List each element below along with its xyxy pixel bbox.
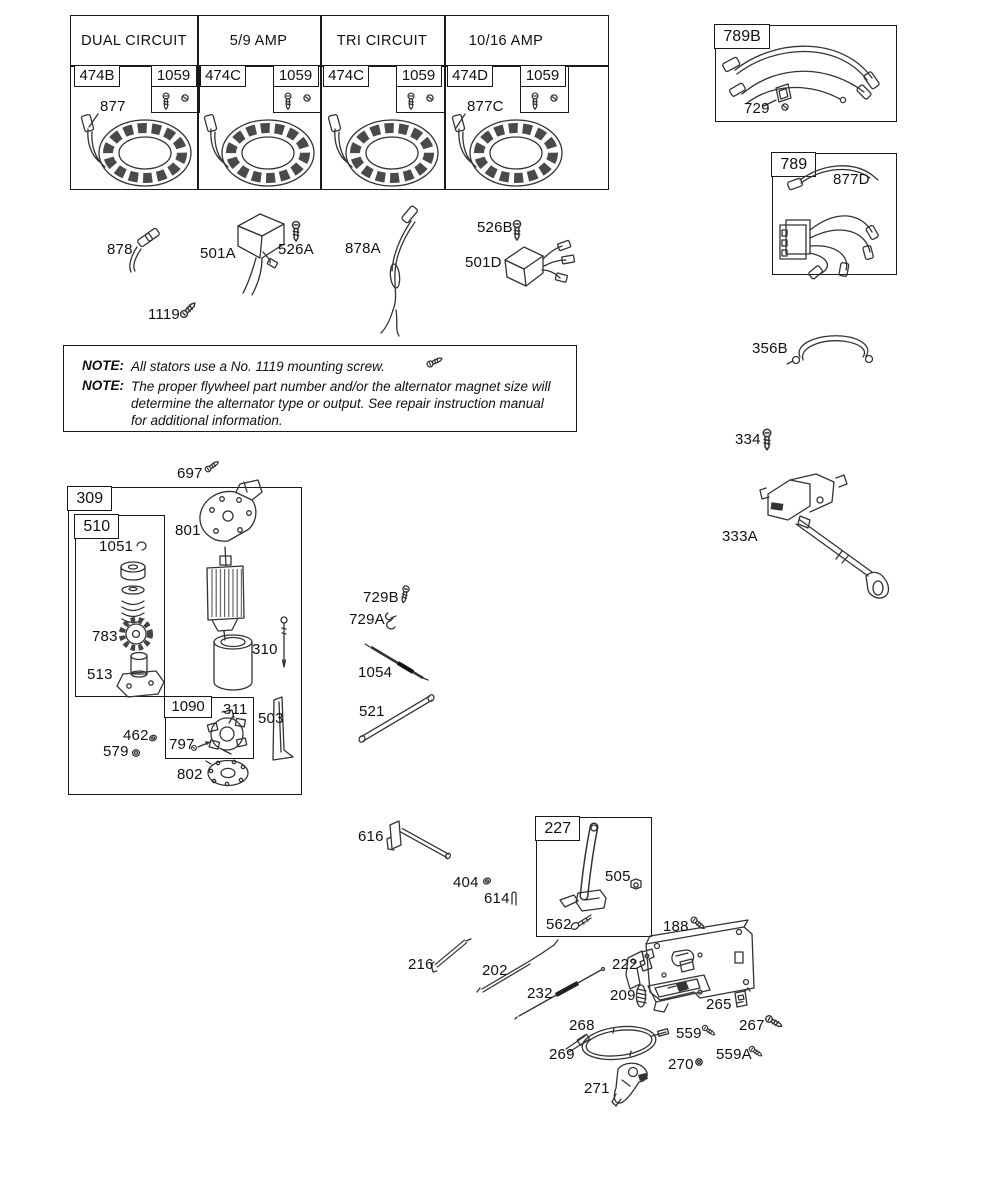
part-box-474B: 474B [74,65,120,87]
spring-209 [637,985,647,1007]
regulator-501D [505,240,575,286]
wire-878 [130,228,160,272]
column-header-dual-circuit: DUAL CIRCUIT [81,32,187,49]
nut-270 [696,1059,702,1065]
end-plate-802 [206,760,248,785]
starter-armature [207,547,244,640]
callout-878A: 878A [345,240,381,257]
pin-614 [512,892,516,905]
callout-505: 505 [605,868,631,885]
wire-878A [381,205,418,336]
callout-521: 521 [359,703,385,720]
callout-562: 562 [546,916,572,933]
callout-232: 232 [527,985,553,1002]
callout-501A: 501A [200,245,236,262]
note-label: NOTE: [82,358,124,373]
link-216 [431,939,471,972]
callout-209: 209 [610,987,636,1004]
column-header-tri-circuit: TRI CIRCUIT [336,32,428,49]
callout-501D: 501D [465,254,502,271]
stop-lever-271 [612,1063,648,1106]
drive-components-510 [117,542,164,697]
callout-271: 271 [584,1080,610,1097]
stator-10-16-amp [452,114,562,186]
part-box-474C-2: 474C [323,65,369,87]
nut-579 [133,750,140,757]
callout-462: 462 [123,727,149,744]
callout-783: 783 [92,628,118,645]
callout-268: 268 [569,1017,595,1034]
callout-878: 878 [107,241,133,258]
box-label-227: 227 [535,816,580,841]
wire-356B [787,336,873,364]
column-header-5-9-amp: 5/9 AMP [229,32,288,49]
callout-697: 697 [177,465,203,482]
callout-801: 801 [175,522,201,539]
clip-729A [386,613,396,629]
stator-5-9-amp [204,114,314,186]
callout-729A: 729A [349,611,385,628]
box-label-789B: 789B [714,24,769,49]
nut-505 [631,879,641,889]
callout-877: 877 [100,98,126,115]
through-bolt [281,617,287,667]
callout-616: 616 [358,828,384,845]
part-box-474D: 474D [447,65,493,87]
callout-311: 311 [223,701,248,718]
screw-697 [204,459,220,472]
callout-310: 310 [252,641,278,658]
starter-housing-310 [214,635,252,690]
part-box-474C: 474C [200,65,246,87]
part-box-1059: 1059 [273,65,319,87]
starter-end-cap-801 [200,480,262,541]
note-text: All stators use a No. 1119 mounting screw. [131,359,385,374]
callout-1054: 1054 [358,664,393,681]
bolt-562 [570,915,591,931]
callout-270: 270 [668,1056,694,1073]
callout-729: 729 [744,100,770,117]
callout-333A: 333A [722,528,758,545]
note-screw-icon [426,356,443,368]
stator-dual-circuit [81,114,191,186]
callout-188: 188 [663,918,689,935]
callout-1051: 1051 [99,538,134,555]
box-label-309: 309 [67,486,112,511]
callout-334: 334 [735,431,761,448]
callout-559: 559 [676,1025,702,1042]
part-box-1059: 1059 [396,65,442,87]
callout-579: 579 [103,743,129,760]
ignition-coil-333A [760,474,889,598]
lever-616 [387,821,451,860]
callout-216: 216 [408,956,434,973]
screw-526B [513,220,520,240]
screw-526A [292,221,299,241]
callout-526A: 526A [278,241,314,258]
callout-265: 265 [706,996,732,1013]
callout-202: 202 [482,962,508,979]
column-header-10-16-amp: 10/16 AMP [468,32,544,49]
callout-269: 269 [549,1046,575,1063]
callout-802: 802 [177,766,203,783]
part-box-1059: 1059 [151,65,197,87]
screw-334 [763,429,770,450]
callout-222: 222 [612,956,638,973]
screw-729B [400,585,410,603]
callout-404: 404 [453,874,479,891]
washer-462 [149,734,157,741]
callout-1119: 1119 [148,306,180,323]
screw-559 [701,1024,716,1037]
callout-797: 797 [169,736,195,753]
callout-526B: 526B [477,219,513,236]
stator-tri-circuit [328,114,438,186]
box-label-789: 789 [771,152,816,177]
callout-877C: 877C [467,98,504,115]
callout-559A: 559A [716,1046,752,1063]
part-box-1059: 1059 [520,65,566,87]
callout-877D: 877D [833,171,870,188]
callout-267: 267 [739,1017,765,1034]
callout-729B: 729B [363,589,399,606]
control-lever-227 [560,825,606,911]
note-label: NOTE: [82,378,124,393]
box-label-1090: 1090 [164,696,211,718]
screw-267 [765,1015,784,1030]
callout-614: 614 [484,890,510,907]
box-label-510: 510 [74,514,119,539]
screw-1119 [179,301,197,319]
callout-356B: 356B [752,340,788,357]
note-text: The proper flywheel part number and/or the alternator magnet size will determine the alternator type or output. See repair instruction manual for additional information. [131,379,551,428]
bracket-503 [273,697,293,760]
washer-404 [483,877,492,885]
callout-503: 503 [258,710,284,727]
callout-513: 513 [87,666,113,683]
